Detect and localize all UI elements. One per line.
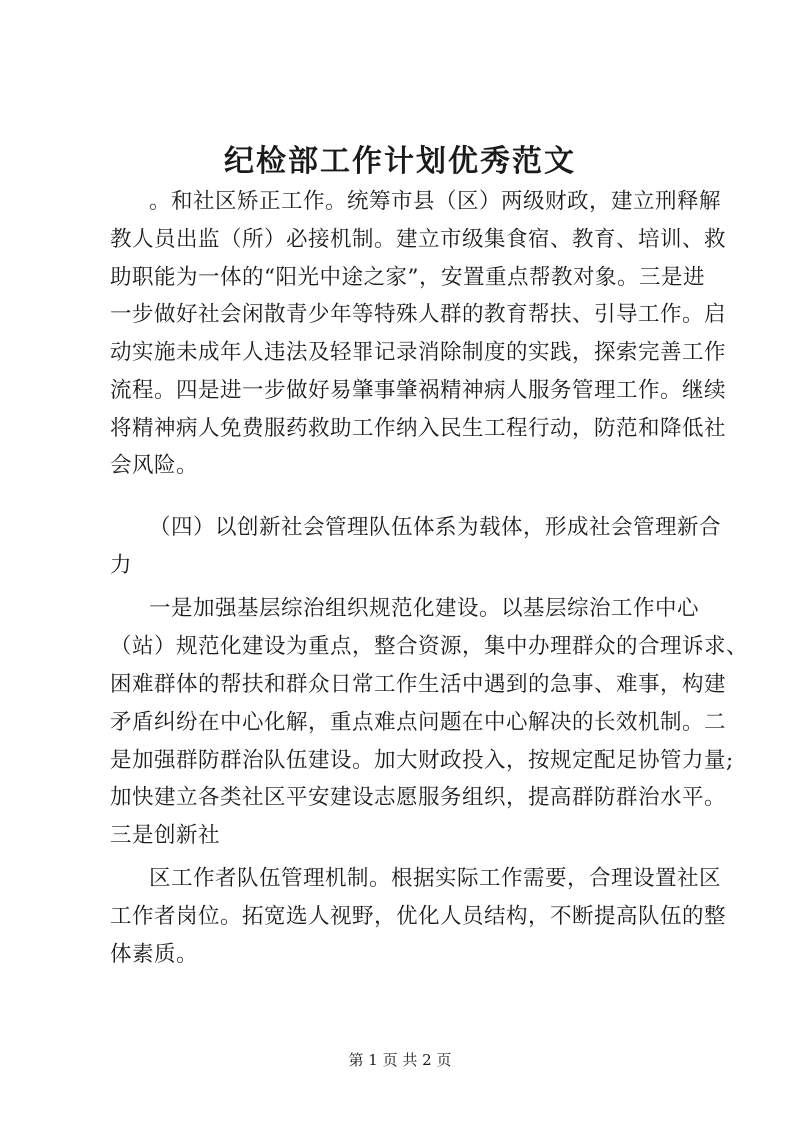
page-number-footer: 第 1 页 共 2 页 <box>348 1051 452 1069</box>
body-line: 动实施未成年人违法及轻罪记录消除制度的实践，探索完善工作 <box>110 340 727 365</box>
body-line: 是加强群防群治队伍建设。加大财政投入，按规定配足协管力量; <box>110 748 734 773</box>
body-line: 工作者岗位。拓宽选人视野，优化人员结构，不断提高队伍的整 <box>110 904 727 929</box>
body-line: 加快建立各类社区平安建设志愿服务组织，提高群防群治水平。 <box>110 785 727 810</box>
section-heading-cont: 力 <box>110 553 133 578</box>
body-line: 一是加强基层综治组织规范化建设。以基层综治工作中心 <box>149 596 700 621</box>
body-line: 将精神病人免费服药救助工作纳入民生工程行动，防范和降低社 <box>110 416 727 441</box>
body-line: 会风险。 <box>110 453 199 478</box>
body-line: 困难群体的帮扶和群众日常工作生活中遇到的急事、难事，构建 <box>110 672 727 697</box>
body-line: 助职能为一体的“阳光中途之家”，安置重点帮教对象。三是进 <box>110 265 705 290</box>
body-line: （站）规范化建设为重点，整合资源，集中办理群众的合理诉求、 <box>110 634 749 659</box>
body-line: 体素质。 <box>110 942 199 967</box>
body-line: 矛盾纠纷在中心化解，重点难点问题在中心解决的长效机制。二 <box>110 710 727 735</box>
body-line: 三是创新社 <box>110 823 221 848</box>
body-line: 。和社区矫正工作。统筹市县（区）两级财政，建立刑释解 <box>149 189 722 214</box>
body-line: 教人员出监（所）必接机制。建立市级集食宿、教育、培训、救 <box>110 227 727 252</box>
body-line: 区工作者队伍管理机制。根据实际工作需要，合理设置社区 <box>149 866 722 891</box>
body-line: 流程。四是进一步做好易肇事肇祸精神病人服务管理工作。继续 <box>110 378 727 403</box>
section-heading: （四）以创新社会管理队伍体系为载体，形成社会管理新合 <box>149 515 722 540</box>
body-line: 一步做好社会闲散青少年等特殊人群的教育帮扶、引导工作。启 <box>110 302 727 327</box>
document-title: 纪检部工作计划优秀范文 <box>224 144 576 179</box>
